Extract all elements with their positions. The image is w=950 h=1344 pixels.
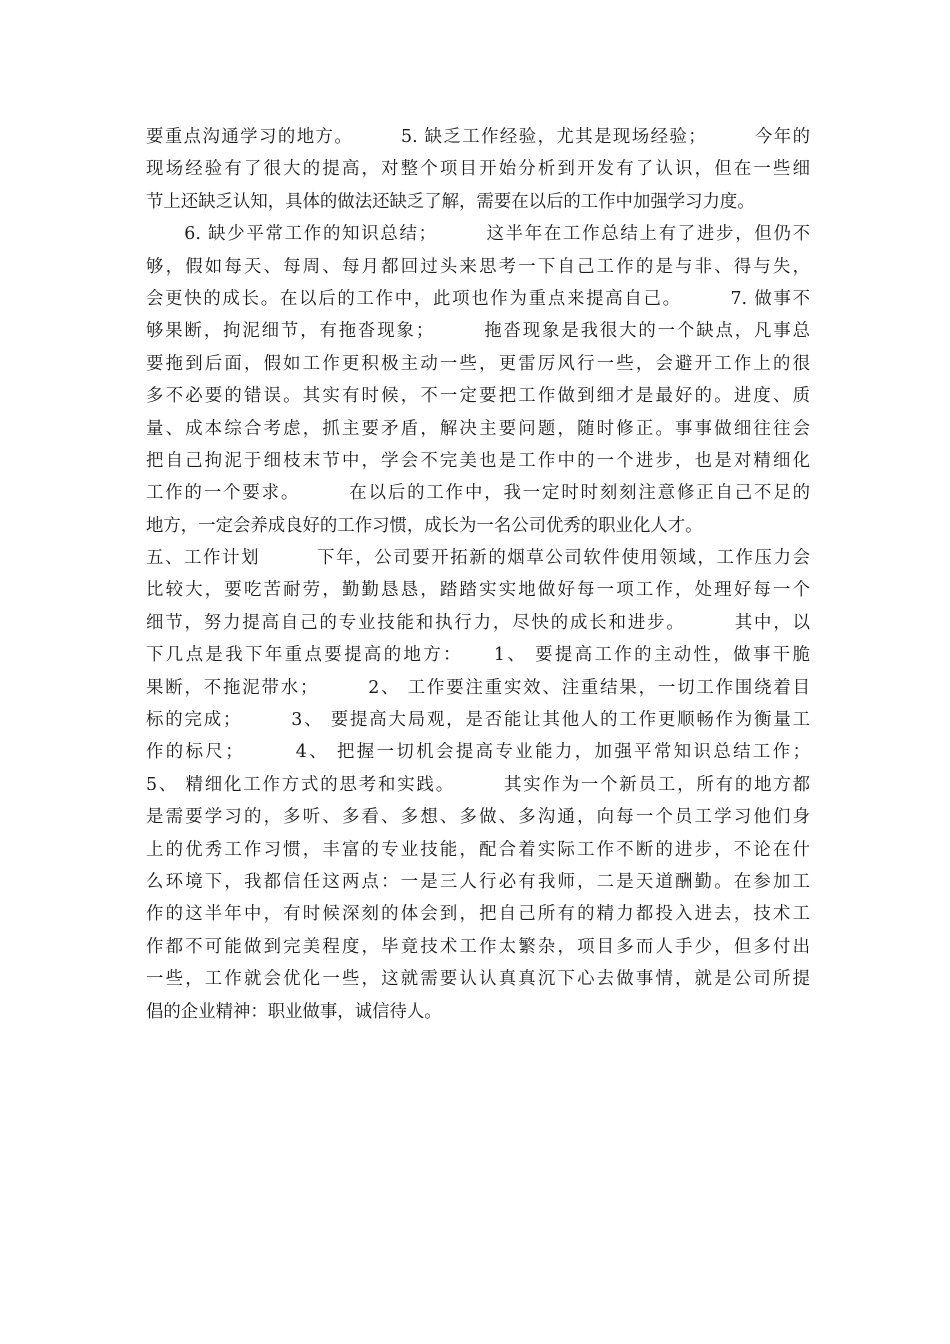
text-line: 果断，不拖泥带水； 2、 工作要注重实效、注重结果，一切工作围绕着目 — [146, 677, 810, 698]
text-line: 多不必要的错误。其实有时候，不一定要把工作做到细才是最好的。进度、质 — [146, 386, 810, 407]
text-line: 会更快的成长。在以后的工作中，此项也作为重点来提高自己。 7. 做事不 — [146, 288, 810, 309]
text-line: 5、 精细化工作方式的思考和实践。 其实作为一个新员工，所有的地方都 — [146, 774, 810, 795]
text-line: 是需要学习的，多听、多看、多想、多做、多沟通，向每一个员工学习他们身 — [146, 807, 810, 828]
text-line: 地方，一定会养成良好的工作习惯，成长为一名公司优秀的职业化人才。 — [146, 515, 703, 536]
text-line: 下几点是我下年重点要提高的地方： 1、 要提高工作的主动性，做事干脆 — [146, 645, 810, 666]
text-line: 要重点沟通学习的地方。 5. 缺乏工作经验，尤其是现场经验； 今年的 — [146, 127, 810, 147]
text-line: 节上还缺乏认知，具体的做法还缺乏了解，需要在以后的工作中加强学习力度。 — [146, 191, 755, 212]
text-line: 现场经验有了很大的提高，对整个项目开始分析到开发有了认识，但在一些细 — [146, 159, 810, 180]
body-text — [146, 121, 810, 1028]
text-line: 比较大，要吃苦耐劳，勤勤恳恳，踏踏实实地做好每一项工作，处理好每一个 — [146, 580, 810, 601]
text-line: 工作的一个要求。 在以后的工作中，我一定时时刻刻注意修正自己不足的 — [146, 483, 810, 504]
text-line: 作的这半年中，有时候深刻的体会到，把自己所有的精力都投入进去，技术工 — [146, 904, 810, 925]
text-line: 作都不可能做到完美程度，毕竟技术工作太繁杂，项目多而人手少，但多付出 — [146, 936, 810, 957]
text-line: 够，假如每天、每周、每月都回过头来思考一下自己工作的是与非、得与失， — [146, 256, 810, 277]
text-line: 量、成本综合考虑，抓主要矛盾，解决主要问题，随时修正。事事做细往往会 — [146, 418, 810, 439]
text-line: 作的标尺； 4、 把握一切机会提高专业能力，加强平常知识总结工作； — [146, 742, 810, 763]
text-line: 6. 缺少平常工作的知识总结； 这半年在工作总结上有了进步，但仍不 — [146, 224, 810, 245]
text-line: 五、工作计划 下年，公司要开拓新的烟草公司软件使用领域，工作压力会 — [146, 548, 810, 569]
text-line: 上的优秀工作习惯，丰富的专业技能，配合着实际工作不断的进步，不论在什 — [146, 839, 810, 860]
text-line: 么环境下，我都信任这两点：一是三人行必有我师，二是天道酬勤。在参加工 — [146, 871, 810, 892]
text-line: 要拖到后面，假如工作更积极主动一些，更雷厉风行一些，会避开工作上的很 — [146, 353, 810, 374]
text-line: 标的完成； 3、 要提高大局观，是否能让其他人的工作更顺畅作为衡量工 — [146, 710, 810, 731]
text-line: 一些，工作就会优化一些，这就需要认认真真沉下心去做事情，就是公司所提 — [146, 969, 810, 990]
text-line: 把自己拘泥于细枝末节中，学会不完美也是工作中的一个进步，也是对精细化 — [146, 450, 810, 471]
text-line: 细节，努力提高自己的专业技能和执行力，尽快的成长和进步。 其中，以 — [146, 612, 810, 633]
text-line: 倡的企业精神：职业做事，诚信待人。 — [146, 1001, 442, 1022]
text-line: 够果断，拘泥细节，有拖沓现象； 拖沓现象是我很大的一个缺点，凡事总 — [146, 321, 810, 342]
